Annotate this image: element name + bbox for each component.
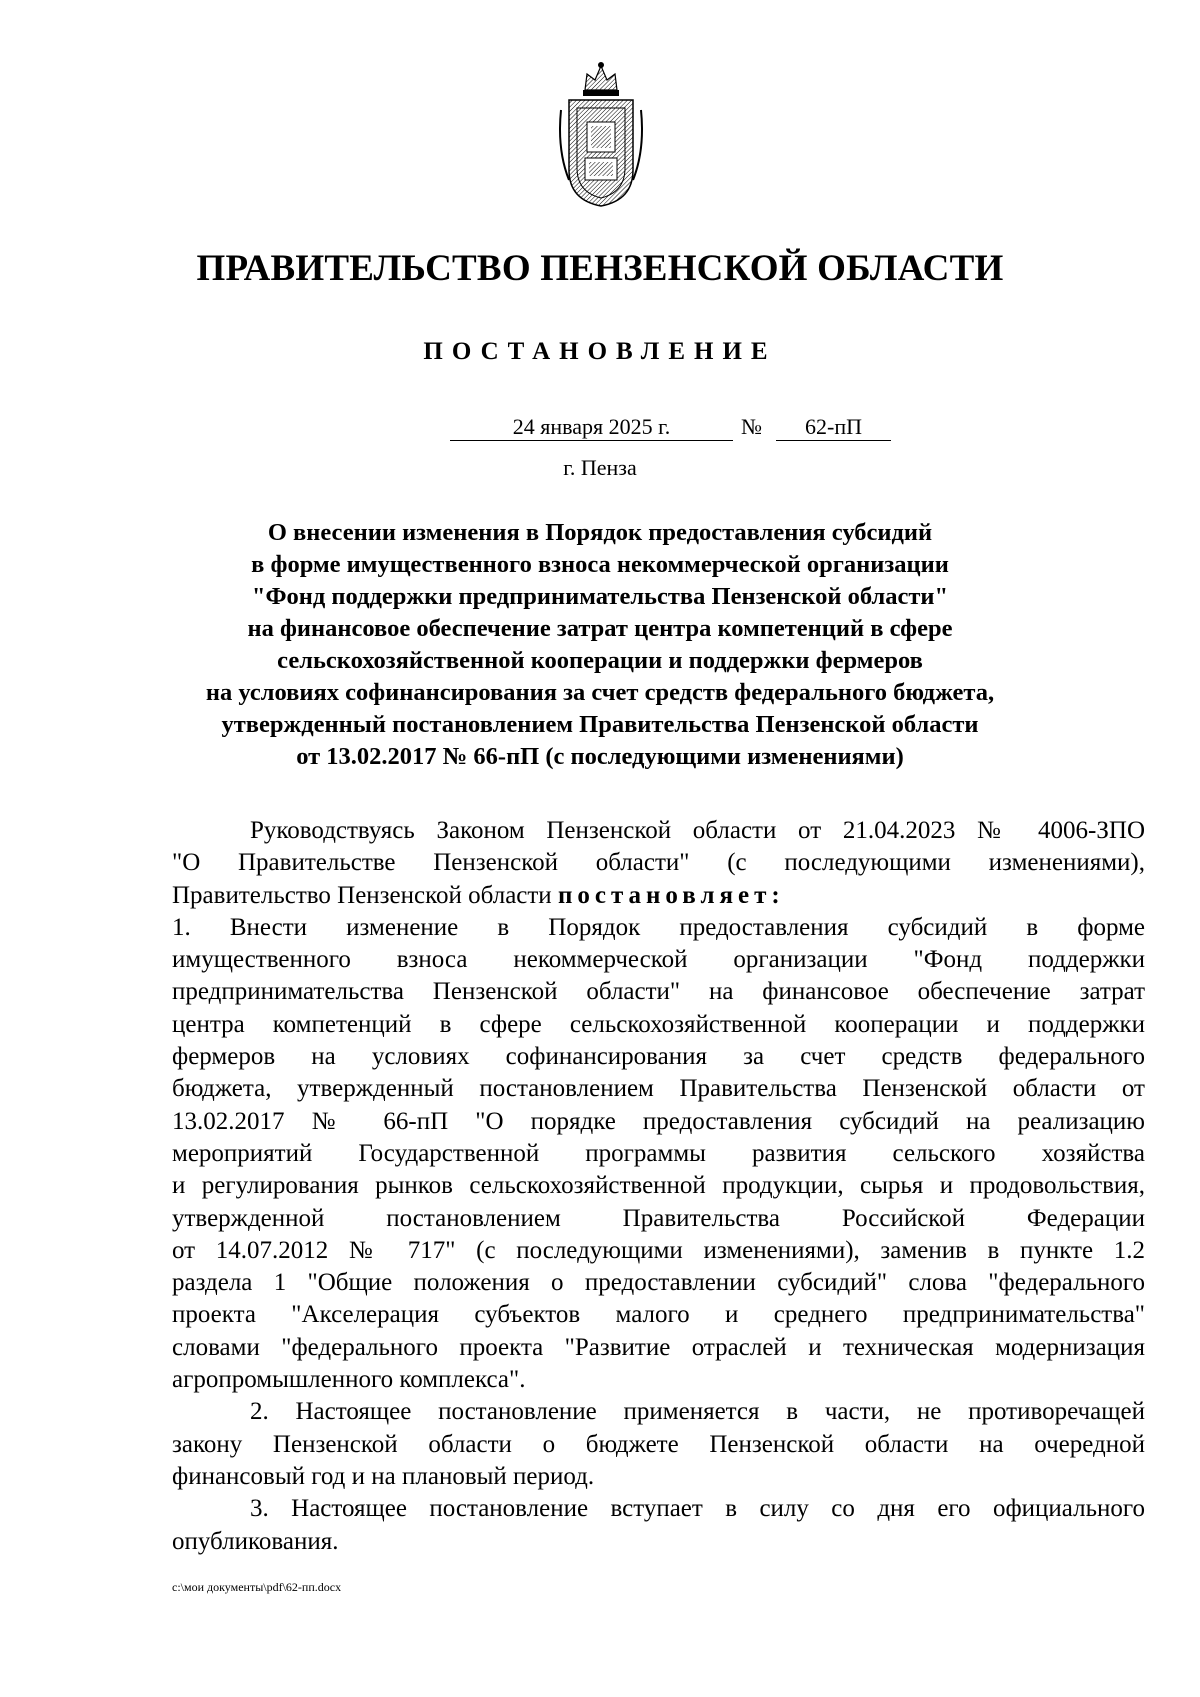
paragraph-2-line: 2. Настоящее постановление применяется в части, не противоречащей (250, 1398, 1145, 1426)
file-path: c:\мои документы\pdf\62-пп.docx (172, 1580, 342, 1594)
subject-line: от 13.02.2017 № 66-пП (с последующими изменениями) (296, 743, 904, 770)
paragraph-1-line: раздела 1 "Общие положения о предоставлении субсидий" слова "федерального (172, 1269, 1145, 1297)
paragraph-1-line: проекта "Акселерация субъектов малого и среднего предпринимательства" (172, 1301, 1145, 1329)
paragraph-1-line: и регулирования рынков сельскохозяйственной продукции, сырья и продовольствия, (172, 1172, 1145, 1200)
paragraph-1-line: бюджета, утвержденный постановлением Правительства Пензенской области от (172, 1075, 1145, 1103)
organization-title: ПРАВИТЕЛЬСТВО ПЕНЗЕНСКОЙ ОБЛАСТИ (196, 248, 1004, 289)
paragraph-1-line: центра компетенций в сфере сельскохозяйственной кооперации и поддержки (172, 1010, 1145, 1038)
coat-of-arms-icon (557, 60, 645, 210)
paragraph-1-line: от 14.07.2012 № 717" (с последующими изменениями), заменив в пункте 1.2 (172, 1236, 1145, 1264)
document-type: ПОСТАНОВЛЕНИЕ (423, 338, 777, 365)
paragraph-1-line: утвержденной постановлением Правительства Российской Федерации (172, 1204, 1145, 1232)
number-sign: № (741, 414, 762, 439)
subject-line: в форме имущественного взноса некоммерческой организации (251, 551, 949, 578)
document-city: г. Пенза (563, 455, 637, 480)
preamble-last: Правительство Пензенской области (172, 881, 552, 909)
paragraph-1-line: предпринимательства Пензенской области" на финансовое обеспечение затрат (172, 978, 1145, 1006)
subject-line: сельскохозяйственной кооперации и поддержки фермеров (277, 647, 923, 674)
paragraph-2-line: закону Пензенской области о бюджете Пензенской области на очередной (172, 1430, 1145, 1458)
preamble-line (172, 880, 1145, 912)
paragraph-1-line: словами "федерального проекта "Развитие отраслей и техническая модернизация (172, 1333, 1145, 1361)
subject-line: утвержденный постановлением Правительства Пензенской области (221, 711, 979, 738)
preamble-line: Руководствуясь Законом Пензенской области от 21.04.2023 № 4006-ЗПО (250, 817, 1145, 844)
subject-line: на условиях софинансирования за счет средств федерального бюджета, (205, 679, 995, 706)
document-date: 24 января 2025 г. (450, 414, 733, 441)
subject-line: О внесении изменения в Порядок предоставления субсидий (267, 519, 933, 546)
preamble-line: "О Правительстве Пензенской области" (с последующими изменениями), (172, 849, 1145, 877)
document-number: 62-пП (776, 414, 891, 441)
paragraph-3-line: 3. Настоящее постановление вступает в силу со дня его официального (250, 1495, 1145, 1523)
paragraph-1-line: фермеров на условиях софинансирования за счет средств федерального (172, 1043, 1145, 1071)
paragraph-1-line: 13.02.2017 № 66-пП "О порядке предоставления субсидий на реализацию (172, 1107, 1145, 1135)
paragraph-1-line: имущественного взноса некоммерческой организации "Фонд поддержки (172, 946, 1145, 974)
document-subject (180, 517, 1020, 773)
decree-word: постановляет: (557, 881, 785, 909)
paragraph-1-line: мероприятий Государственной программы развития сельского хозяйства (172, 1139, 1145, 1167)
paragraph-3-line: опубликования. (172, 1527, 339, 1555)
subject-line: "Фонд поддержки предпринимательства Пензенской области" (251, 583, 949, 610)
subject-line: на финансовое обеспечение затрат центра компетенций в сфере (247, 615, 953, 642)
paragraph-1-line: 1. Внести изменение в Порядок предоставления субсидий в форме (172, 913, 1145, 941)
document-body (172, 815, 1145, 1558)
paragraph-2-line: финансовый год и на плановый период. (172, 1462, 595, 1490)
paragraph-1-line: агропромышленного комплекса". (172, 1366, 526, 1394)
